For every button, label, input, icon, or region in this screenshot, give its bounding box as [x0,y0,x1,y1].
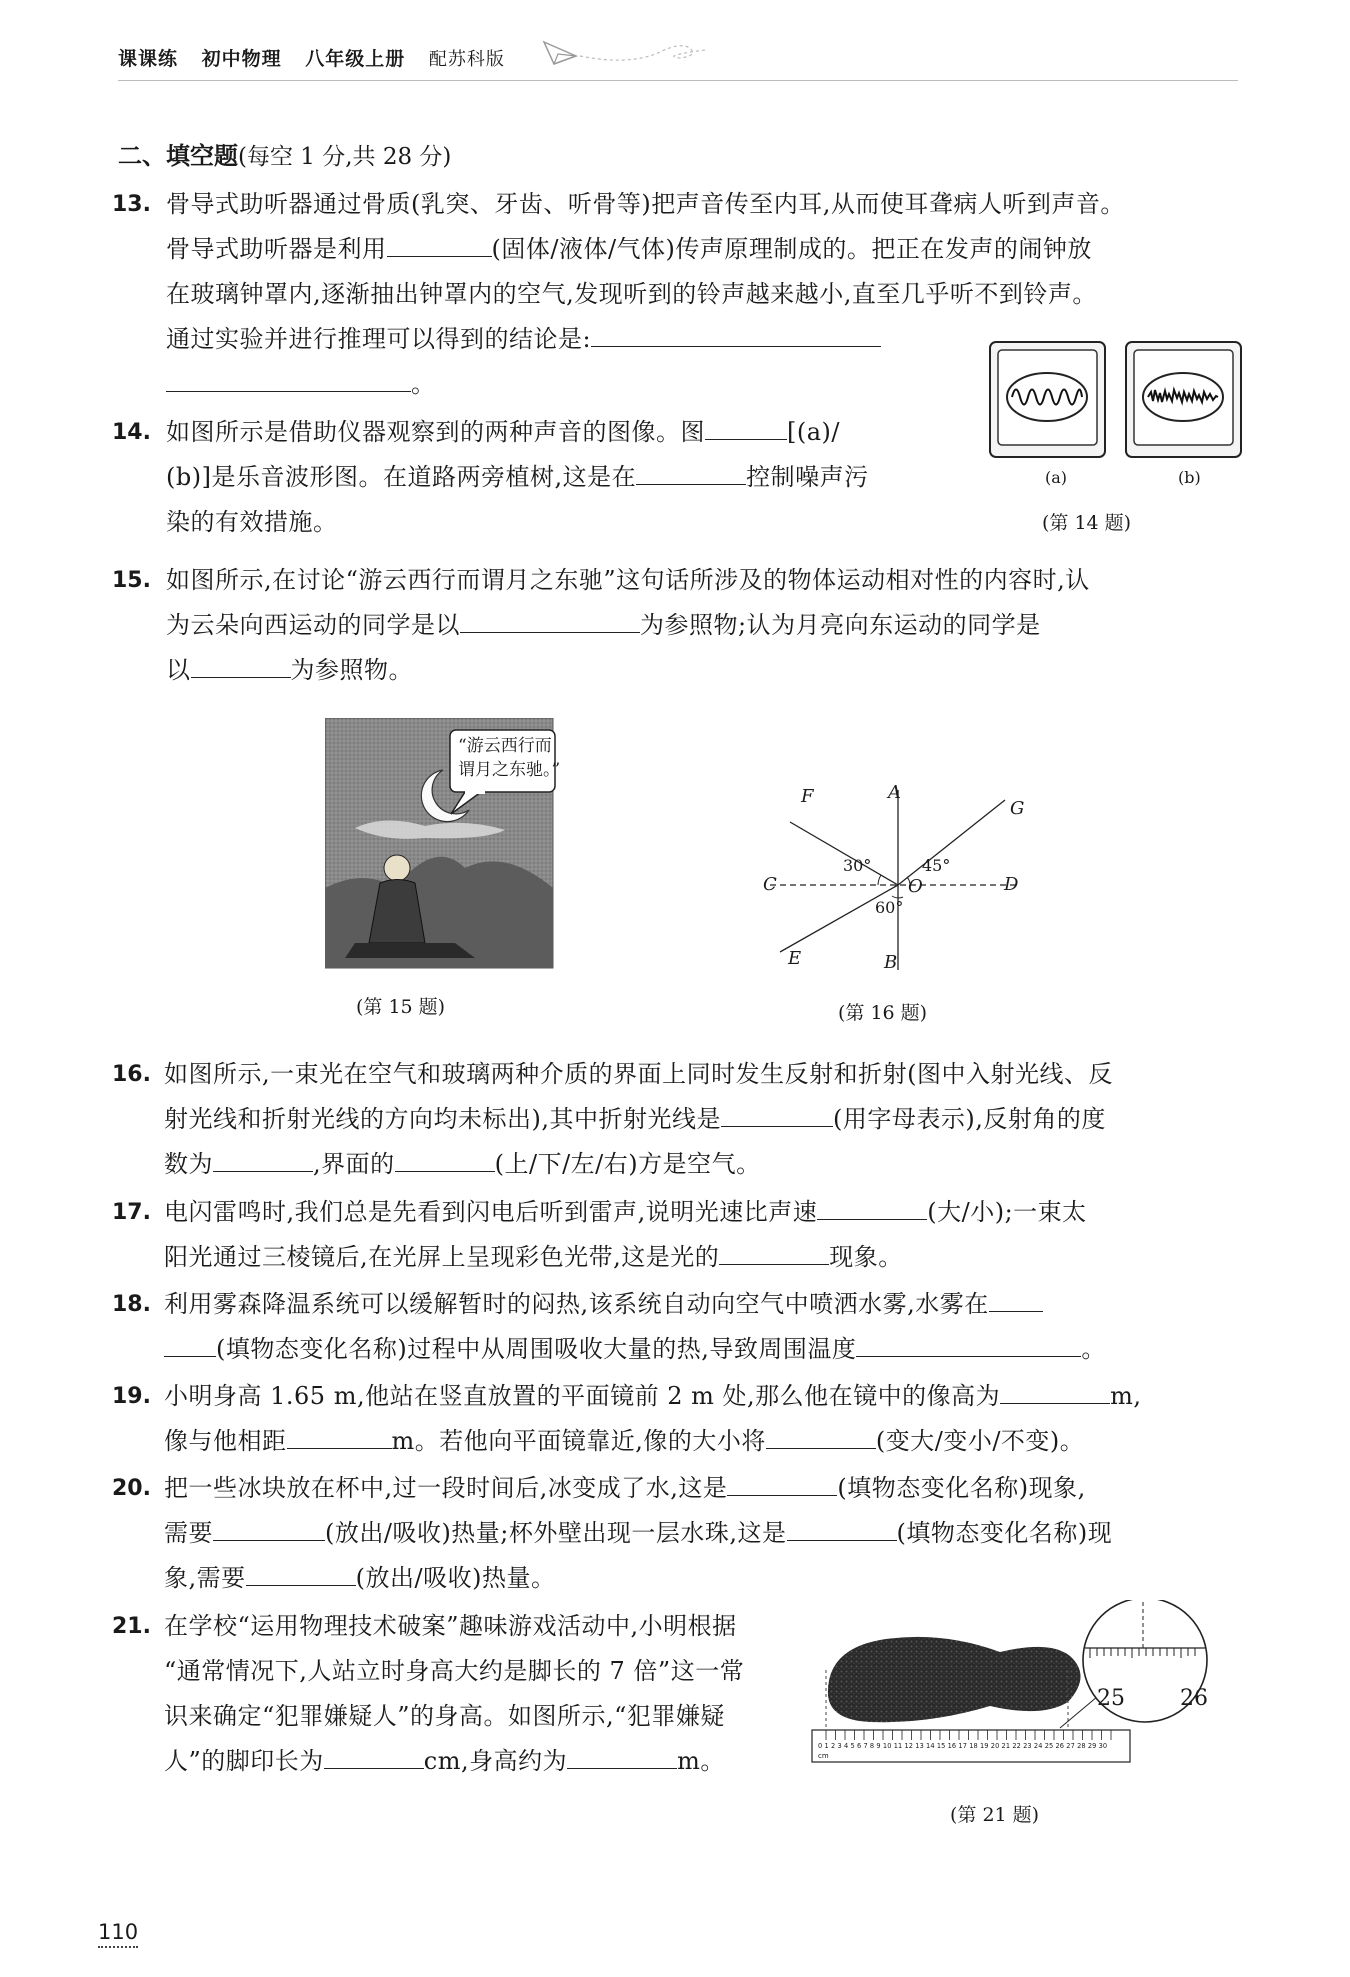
q15-line2b: 为参照物;认为月亮向东运动的同学是 [640,611,1041,639]
q13-line3: 在玻璃钟罩内,逐渐抽出钟罩内的空气,发现听到的铃声越来越小,直至几乎听不到铃声。 [166,280,1097,308]
q13-line2a: 骨导式助听器是利用 [166,235,387,263]
q18-blank-1[interactable] [989,1286,1043,1312]
q18-line2a: (填物态变化名称)过程中从周围吸收大量的热,导致周围温度 [216,1335,857,1363]
q13-line4: 通过实验并进行推理可以得到的结论是: [166,325,592,353]
q20-text [164,1466,1254,1601]
q16-text [164,1052,1254,1187]
q18-line2b: 。 [1081,1335,1106,1363]
q15-line2a: 为云朵向西运动的同学是以 [166,611,460,639]
q13-line1: 骨导式助听器通过骨质(乳突、牙齿、听骨等)把声音传至内耳,从而使耳聋病人听到声音。 [166,190,1125,218]
oscilloscope-a [990,342,1105,457]
header-series: 课课练 [118,48,179,70]
q21-number: 21. [112,1614,151,1639]
q14-line2b: 控制噪声污 [746,463,869,491]
fig16-label-A: A [888,782,901,803]
q19-number: 19. [112,1384,151,1409]
fig21-footprint-ruler [810,1600,1240,1790]
header-subject: 初中物理 [201,48,282,70]
q13-line2b: (固体/液体/气体)传声原理制成的。把正在发声的闹钟放 [491,235,1092,263]
q15-blank-2[interactable] [191,652,291,678]
q18-line1: 利用雾森降温系统可以缓解暂时的闷热,该系统自动向空气中喷洒水雾,水雾在 [164,1290,989,1318]
q18-blank-2[interactable] [856,1331,1081,1357]
q17-blank-1[interactable] [817,1194,927,1220]
q20-line2a: 需要 [164,1519,213,1547]
fig15-caption: (第 15 题) [356,996,446,1018]
q16-blank-3[interactable] [395,1146,495,1172]
q17-text [164,1190,1254,1280]
fig14-label-a: (a) [1045,468,1068,487]
q19-line2c: (变大/变小/不变)。 [875,1427,1085,1455]
fig16-label-C: C [763,874,777,895]
q15-blank-1[interactable] [460,607,640,633]
q19-blank-3[interactable] [766,1423,876,1449]
header-grade: 八年级上册 [305,48,406,70]
q13-blank-2-cont[interactable] [166,366,411,392]
header-edition: 配苏科版 [428,49,505,70]
q14-line2a: (b)]是乐音波形图。在道路两旁植树,这是在 [166,463,637,491]
q20-line1a: 把一些冰块放在杯中,过一段时间后,冰变成了水,这是 [164,1474,728,1502]
q20-line2b: (放出/吸收)热量;杯外壁出现一层水珠,这是 [325,1519,787,1547]
q19-blank-2[interactable] [287,1423,392,1449]
fig16-label-F: F [801,786,814,807]
q20-blank-2[interactable] [213,1515,325,1541]
fig21-ruler-numbers: 0 1 2 3 4 5 6 7 8 9 10 11 12 13 14 15 16 17 18 19 20 21 22 23 24 25 26 27 28 29 30 [818,1742,1108,1750]
q19-blank-1[interactable] [1000,1378,1110,1404]
q16-line2b: (用字母表示),反射角的度 [833,1105,1106,1133]
fig16-ray-E [780,885,898,952]
q21-line4b: cm,身高约为 [423,1747,568,1775]
section-title [118,136,451,171]
fig16-angle-30: 30° [843,856,872,875]
q13-line5: 。 [411,370,436,398]
q15-line3a: 以 [166,656,191,684]
q21-line1: 在学校“运用物理技术破案”趣味游戏活动中,小明根据 [164,1612,737,1640]
page-number: 110 [98,1920,138,1948]
q20-number: 20. [112,1476,151,1501]
fig21-zoom-25: 25 [1097,1686,1125,1711]
q14-line3: 染的有效措施。 [166,508,338,536]
q15-line1: 如图所示,在讨论“游云西行而谓月之东驰”这句话所涉及的物体运动相对性的内容时,认 [166,566,1090,594]
q21-blank-1[interactable] [324,1743,424,1769]
q17-line2a: 阳光通过三棱镜后,在光屏上呈现彩色光带,这是光的 [164,1243,720,1271]
q21-line4c: m。 [677,1747,725,1775]
fig16-label-O: O [908,876,923,897]
section-title-text: 二、填空题 [118,142,238,170]
q20-line2c: (填物态变化名称)现 [896,1519,1113,1547]
q19-line2b: m。若他向平面镜靠近,像的大小将 [391,1427,766,1455]
q21-text [164,1604,824,1784]
q19-line2a: 像与他相距 [164,1427,287,1455]
q16-blank-1[interactable] [721,1101,833,1127]
q15-number: 15. [112,568,151,593]
fig16-label-E: E [788,948,802,969]
fig16-label-D: D [1004,874,1019,895]
fig16-label-G: G [1010,798,1025,819]
q14-number: 14. [112,420,151,445]
page-header [118,44,521,71]
q14-blank-1[interactable] [705,414,787,440]
q16-line3b: ,界面的 [313,1150,395,1178]
q18-text [164,1282,1254,1372]
q21-line4a: 人”的脚印长为 [164,1747,324,1775]
fig15-bubble-line2: 谓月之东驰。” [458,760,561,780]
q20-blank-1[interactable] [727,1470,837,1496]
q16-number: 16. [112,1062,151,1087]
q20-line3b: (放出/吸收)热量。 [355,1564,556,1592]
fig21-zoom-26: 26 [1180,1686,1208,1711]
header-divider [118,80,1238,81]
q17-line1a: 电闪雷鸣时,我们总是先看到闪电后听到雷声,说明光速比声速 [164,1198,818,1226]
q15-text [166,558,1256,693]
q13-blank-2[interactable] [591,321,881,347]
q20-blank-4[interactable] [246,1560,356,1586]
q14-line1b: [(a)/ [787,418,840,446]
fig15-bubble-line1: “游云西行而 [458,736,552,756]
footprint-shape [828,1637,1081,1722]
fig14-oscilloscopes [988,338,1248,468]
section-note: (每空 1 分,共 28 分) [238,144,452,170]
fig16-ray-G [898,800,1005,885]
oscilloscope-b [1126,342,1241,457]
q17-line2b: 现象。 [829,1243,903,1271]
paper-plane-icon [540,34,710,74]
q13-blank-1[interactable] [387,231,492,257]
q17-blank-2[interactable] [719,1239,829,1265]
q16-line3c: (上/下/左/右)方是空气。 [494,1150,761,1178]
q19-line1b: m, [1110,1382,1142,1410]
fig21-ruler-unit: cm [818,1752,829,1760]
fig14-caption: (第 14 题) [1042,512,1132,534]
fig16-angle-45: 45° [922,856,951,875]
q16-line3a: 数为 [164,1150,213,1178]
q16-line1: 如图所示,一束光在空气和玻璃两种介质的界面上同时发生反射和折射(图中入射光线、反 [164,1060,1113,1088]
q14-text [166,410,986,545]
q18-number: 18. [112,1292,151,1317]
q19-text [164,1374,1254,1464]
fig14-label-b: (b) [1178,468,1201,487]
q14-line1a: 如图所示是借助仪器观察到的两种声音的图像。图 [166,418,705,446]
q21-line3: 识来确定“犯罪嫌疑人”的身高。如图所示,“犯罪嫌疑 [164,1702,725,1730]
q20-blank-3[interactable] [787,1515,897,1541]
q15-line3b: 为参照物。 [290,656,413,684]
fig16-angle-60: 60° [875,898,904,917]
q14-blank-2[interactable] [636,459,746,485]
fig15-speech-bubble [458,734,560,782]
q21-blank-2[interactable] [567,1743,677,1769]
q16-line2a: 射光线和折射光线的方向均未标出),其中折射光线是 [164,1105,721,1133]
q13-number: 13. [112,192,151,217]
fig16-caption: (第 16 题) [838,1002,928,1024]
fig16-ray-F [790,822,898,885]
fig21-caption: (第 21 题) [950,1804,1040,1826]
q21-line2: “通常情况下,人站立时身高大约是脚长的 7 倍”这一常 [164,1657,745,1685]
q17-line1b: (大/小);一束太 [927,1198,1087,1226]
q19-line1a: 小明身高 1.65 m,他站在竖直放置的平面镜前 2 m 处,那么他在镜中的像高为 [164,1382,1001,1410]
fig16-label-B: B [884,952,898,973]
q18-blank-1-cont[interactable] [164,1331,216,1357]
q20-line1b: (填物态变化名称)现象, [837,1474,1086,1502]
q20-line3a: 象,需要 [164,1564,246,1592]
q16-blank-2[interactable] [213,1146,313,1172]
q17-number: 17. [112,1200,151,1225]
